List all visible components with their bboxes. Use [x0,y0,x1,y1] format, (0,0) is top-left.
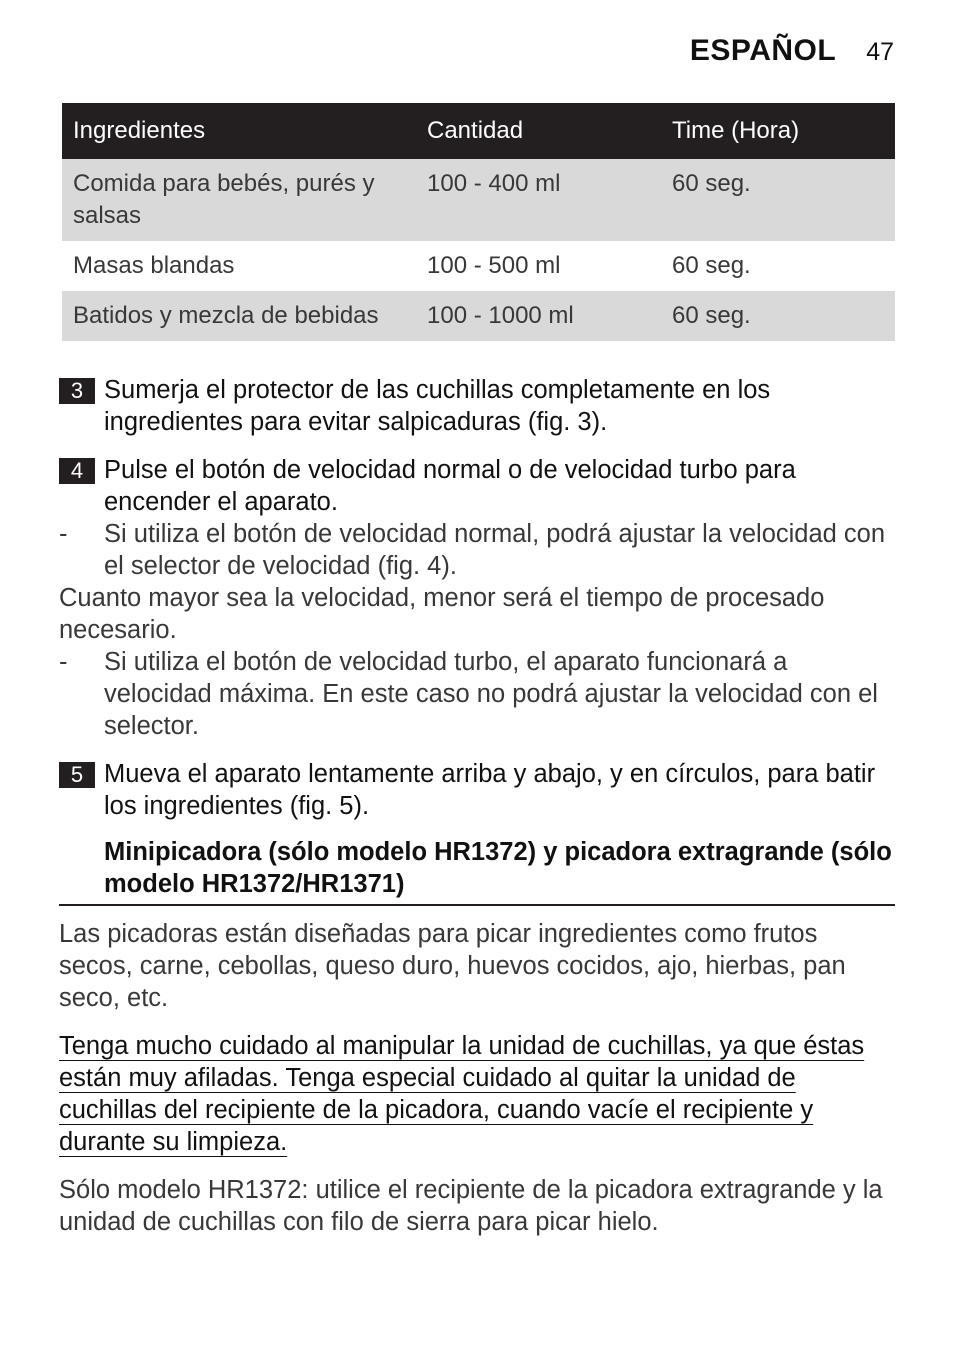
cell-quantity: 100 - 500 ml [416,241,661,291]
page-number: 47 [866,38,894,66]
ingredients-table [62,103,895,341]
instructions [59,374,895,1238]
step-4 [59,454,895,518]
cell-time: 60 seg. [661,241,895,291]
cell-ingredient: Batidos y mezcla de bebidas [62,291,416,341]
ice-note: Sólo modelo HR1372: utilice el recipiente de la picadora extragrande y la unidad de cuchillas con filo de sierra para picar hielo. [59,1176,883,1236]
step-text: Mueva el aparato lentamente arriba y abajo, y en círculos, para batir los ingredientes (fig. 5). [104,760,876,820]
cell-time: 60 seg. [661,159,895,241]
bullet-text: Si utiliza el botón de velocidad normal, podrá ajustar la velocidad con el selector de velocidad (fig. 4). [104,520,886,580]
cell-quantity: 100 - 400 ml [416,159,661,241]
dash-marker: - [59,648,68,676]
speed-note: Cuanto mayor sea la velocidad, menor será el tiempo de procesado necesario. [59,584,825,644]
page-header [690,34,894,68]
step-number-badge: 3 [59,378,95,404]
bullet-normal-speed [59,518,895,582]
step-text: Sumerja el protector de las cuchillas completamente en los ingredientes para evitar salpicaduras (fig. 3). [104,376,771,436]
step-number-badge: 4 [59,458,95,484]
step-3 [59,374,895,438]
table-row [62,291,895,341]
step-text: Pulse el botón de velocidad normal o de velocidad turbo para encender el aparato. [104,456,796,516]
intro-paragraph: Las picadoras están diseñadas para picar ingredientes como frutos secos, carne, cebollas, queso duro, huevos cocidos, ajo, hierbas, pan seco, etc. [59,920,846,1012]
cell-ingredient: Masas blandas [62,241,416,291]
cell-time: 60 seg. [661,291,895,341]
step-number-badge: 5 [59,762,95,788]
warning-paragraph [59,1030,895,1158]
cell-ingredient: Comida para bebés, purés y salsas [62,159,416,241]
step-5 [59,758,895,822]
header-ingredientes: Ingredientes [62,103,416,159]
bullet-turbo-speed [59,646,895,742]
dash-marker: - [59,520,68,548]
header-cantidad: Cantidad [416,103,661,159]
table-row [62,241,895,291]
table-header-row [62,103,895,159]
table-row [62,159,895,241]
bullet-text: Si utiliza el botón de velocidad turbo, el aparato funcionará a velocidad máxima. En este caso no podrá ajustar la velocidad con el selector. [104,648,878,740]
section-heading: Minipicadora (sólo modelo HR1372) y picadora extragrande (sólo modelo HR1372/HR1371) [59,836,895,906]
header-time: Time (Hora) [661,103,895,159]
language-label: ESPAÑOL [689,34,837,67]
cell-quantity: 100 - 1000 ml [416,291,661,341]
warning-text: Tenga mucho cuidado al manipular la unidad de cuchillas, ya que éstas están muy afiladas. Tenga especial cuidado al quitar la unidad de cuchillas del recipiente de la picadora, cuando vacíe el recipiente y durante su limpieza. [59,1032,865,1156]
